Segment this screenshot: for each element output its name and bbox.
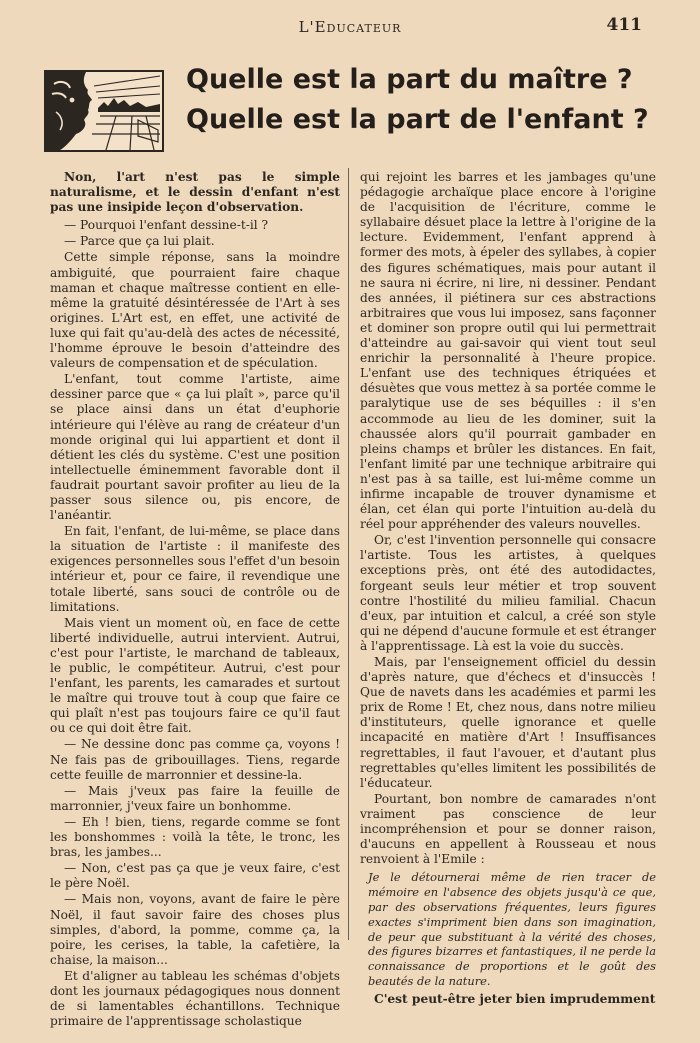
body-paragraph: En fait, l'enfant, de lui-même, se place dans la situation de l'artiste : il manifeste des exigences personnelles sous l'effet d'un besoin intérieur et, pour ce faire, il revendique une totale liberté, sans souci de contrôle ou de limitations. [50,524,340,614]
lead-paragraph: Non, l'art n'est pas le simple naturalisme, et le dessin d'enfant n'est pas une insipide leçon d'observation. [50,170,340,215]
body-paragraph: Mais vient un moment où, en face de cette liberté individuelle, autrui intervient. Autrui, c'est pour l'artiste, le marchand de tableaux, le public, le compétiteur. Autrui, c'est pour l'enfant, les parents, les camarades et surtout le maître qui trouve tout à coup que faire ce qui plaît n'est pas toujours faire ce qu'il faut ou ce qui doit être fait. [50,615,340,736]
body-paragraph: — Mais non, voyons, avant de faire le père Noël, il faut savoir faire des choses plus simples, d'abord, la pomme, comme ça, la poire, les cerises, la table, la cafetière, la chaise, la maison... [50,892,340,967]
woodcut-profile-landscape-icon [44,70,164,152]
body-paragraph: Pourtant, bon nombre de camarades n'ont vraiment pas conscience de leur incompréhension et pour se donner raison, d'aucuns en appellent à Rousseau et nous renvoient à l'Emile : [360,791,656,867]
page-number: 411 [606,15,642,35]
body-paragraph: — Non, c'est pas ça que je veux faire, c'est le père Noël. [50,861,340,891]
journal-title: L'Educateur [298,18,402,36]
body-paragraph: — Mais j'veux pas faire la feuille de marronnier, j'veux faire un bonhomme. [50,783,340,813]
body-paragraph: Mais, par l'enseignement officiel du dessin d'après nature, que d'échecs et d'insuccès ! Que de navets dans les académies et parmi les prix de Rome ! Et, chez nous, dans notre milieu d'instituteurs, quelle ignorance et quelle incapacité en matière d'Art ! Insuffisances regrettables, il faut l'avouer, et d'autant plus regrettables qu'elles limitent les possibilités de l'éducateur. [360,655,656,790]
body-paragraph: Cette simple réponse, sans la moindre ambiguité, que pourraient faire chaque maman et chaque maîtresse contient en elle-même la gratuité désintéressée de l'Art à ses origines. L'Art est, en effet, une activité de luxe qui fait qu'au-delà des actes de nécessité, l'homme éprouve le besoin d'atteindre des valeurs de compensation et de spéculation. [50,250,340,371]
right-column [360,170,656,1008]
body-paragraph: Et d'aligner au tableau les schémas d'objets dont les journaux pédagogiques nous donnent de si lamentables échantillons. Technique primaire de l'apprentissage scholastique [50,968,340,1029]
body-paragraph: L'enfant, tout comme l'artiste, aime dessiner parce que « ça lui plaît », parce qu'il se place ainsi dans un état d'euphorie intérieure qui l'élève au rang de créateur d'un monde original qui lui appartient et dont il détient les clés du système. C'est une position intellectuelle éminemment favorable dont il faudrait pourtant savoir profiter au lieu de la passer sous silence ou, pis encore, de l'anéantir. [50,372,340,523]
body-paragraph: Or, c'est l'invention personnelle qui consacre l'artiste. Tous les artistes, à quelques exceptions près, ont été des autodidactes, forgeant seuls leur métier et trop souvent contre l'hostilité du milieu familial. Chacun d'eux, par intuition et calcul, a créé son style qui ne dépend d'aucune formule et est étranger à l'apprentissage. Là est la voie du succès. [360,533,656,653]
column-divider [348,168,349,940]
headline-line-2: Quelle est la part de l'enfant ? [186,104,649,135]
body-paragraph: — Eh ! bien, tiens, regarde comme se font les bonshommes : voilà la tête, le tronc, les bras, les jambes... [50,814,340,860]
running-head [0,15,700,40]
body-paragraph: qui rejoint les barres et les jambages qu'une pédagogie archaïque place encore à l'origine de l'acquisition de l'écriture, comme le syllabaire désuet place la lettre à l'origine de la lecture. Evidemment, l'enfant apprend à former des mots, à épeler des syllabes, à copier des figures schématiques, mais pour autant il ne saura ni écrire, ni lire, ni dessiner. Pendant des années, il piétinera sur ces abstractions arbitraires que vous lui imposez, sans façonner et dominer son propre outil qui lui permettrait d'atteindre au gai-savoir qui vient tout seul enrichir la personnalité à l'heure propice. L'enfant use des techniques étriquées et désuètes que vous mettez à sa portée comme le paralytique use de ses béquilles : il s'en accommode au lieu de les dominer, suit la chaussée alors qu'il pourrait gambader en pleins champs et brûler les distances. En fait, l'enfant limité par une technique arbitraire qui n'est pas à sa taille, est lui-même comme un infirme incapable de trouver dynamisme et élan, cet élan qui porte l'intuition au-delà du réel pour appréhender des valeurs nouvelles. [360,170,656,532]
body-paragraph: — Parce que ça lui plait. [64,234,215,249]
article-headline [186,60,656,140]
headline-line-1: Quelle est la part du maître ? [186,64,633,95]
closing-line: C'est peut-être jeter bien imprudemment [374,991,656,1006]
body-paragraph: — Ne dessine donc pas comme ça, voyons ! Ne fais pas de gribouillages. Tiens, regarde cette feuille de marronnier et dessine-la. [50,737,340,782]
rousseau-quote: Je le détournerai même de rien tracer de mémoire en l'absence des objets jusqu'à ce que, par des observations fréquentes, leurs figures exactes s'impriment bien dans son imagination, de peur que substituant à la vérité des choses, des figures bizarres et fantastiques, il ne perde la connaissance de proportions et le goût des beautés de la nature. [368,870,656,988]
body-paragraph: — Pourquoi l'enfant dessine-t-il ? [64,218,269,233]
left-column [50,170,340,1030]
